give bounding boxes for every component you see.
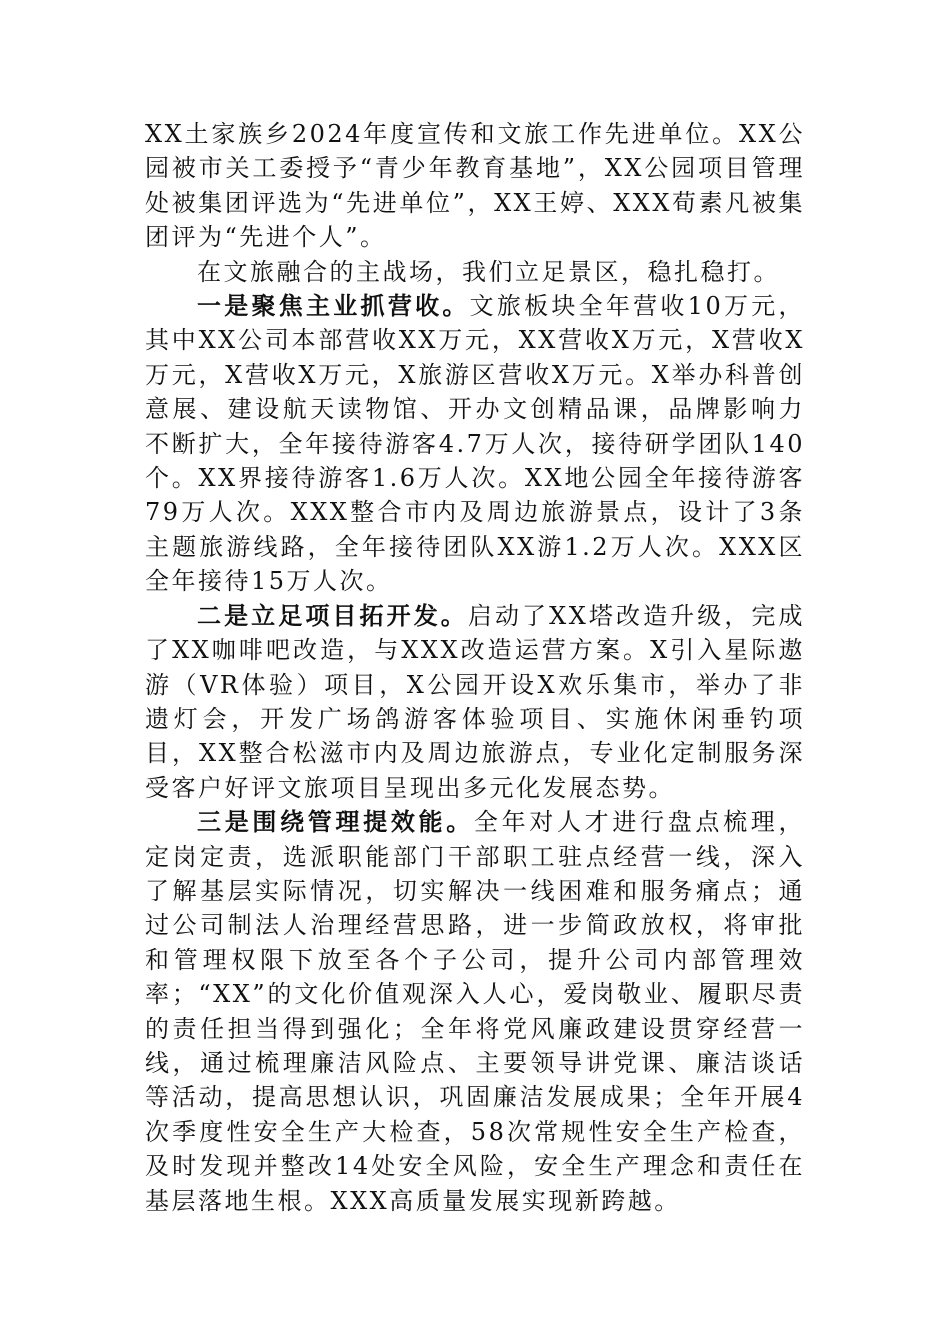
paragraph-text: 在文旅融合的主战场，我们立足景区，稳扎稳打。 [197,257,780,286]
paragraph-intro [145,255,805,289]
document-body [145,117,805,1218]
paragraph-lead: 三是围绕管理提效能。 [197,808,474,837]
paragraph-text: XX土家族乡2024年度宣传和文旅工作先进单位。XX公园被市关工委授予“青少年教育基地”，XX公园项目管理处被集团评选为“先进单位”，XX王婷、XXX荀素凡被集团评为“先进个人”。 [145,120,805,252]
paragraph-lead: 二是立足项目拓开发。 [197,601,468,630]
paragraph-text: 全年对人才进行盘点梳理，定岗定责，选派职能部门干部职工驻点经营一线，深入了解基层实际情况，切实解决一线困难和服务痛点；通过公司制法人治理经营思路，进一步简政放权，将审批和管理权限下放至各个子公司，提升公司内部管理效率；“XX”的文化价值观深入人心，爱岗敬业、履职尽责的责任担当得到强化；全年将党风廉政建设贯穿经营一线，通过梳理廉洁风险点、主要领导讲党课、廉洁谈话等活动，提高思想认识，巩固廉洁发展成果；全年开展4次季度性安全生产大检查，58次常规性安全生产检查，及时发现并整改14处安全风险，安全生产理念和责任在基层落地生根。XXX高质量发展实现新跨越。 [145,808,806,1215]
paragraph-lead: 一是聚焦主业抓营收。 [197,292,470,321]
paragraph-projects [145,599,805,805]
paragraph-text: 文旅板块全年营收10万元，其中XX公司本部营收XX万元，XX营收X万元，X营收X万元，X营收X万元，X旅游区营收X万元。X举办科普创意展、建设航天读物馆、开办文创精品课，品牌影响力不断扩大，全年接待游客4.7万人次，接待研学团队140个。XX界接待游客1.6万人次。XX地公园全年接待游客79万人次。XXX整合市内及周边旅游景点，设计了3条主题旅游线路，全年接待团队XX游1.2万人次。XXX区全年接待15万人次。 [145,292,806,596]
paragraph-text: 启动了XX塔改造升级，完成了XX咖啡吧改造，与XXX改造运营方案。X引入星际遨游（VR体验）项目，X公园开设X欢乐集市，举办了非遗灯会，开发广场鸽游客体验项目、实施休闲垂钓项目，XX整合松滋市内及周边旅游点，专业化定制服务深受客户好评文旅项目呈现出多元化发展态势。 [145,601,806,802]
paragraph-revenue [145,289,805,599]
paragraph-continuation [145,117,805,255]
paragraph-management [145,805,805,1218]
